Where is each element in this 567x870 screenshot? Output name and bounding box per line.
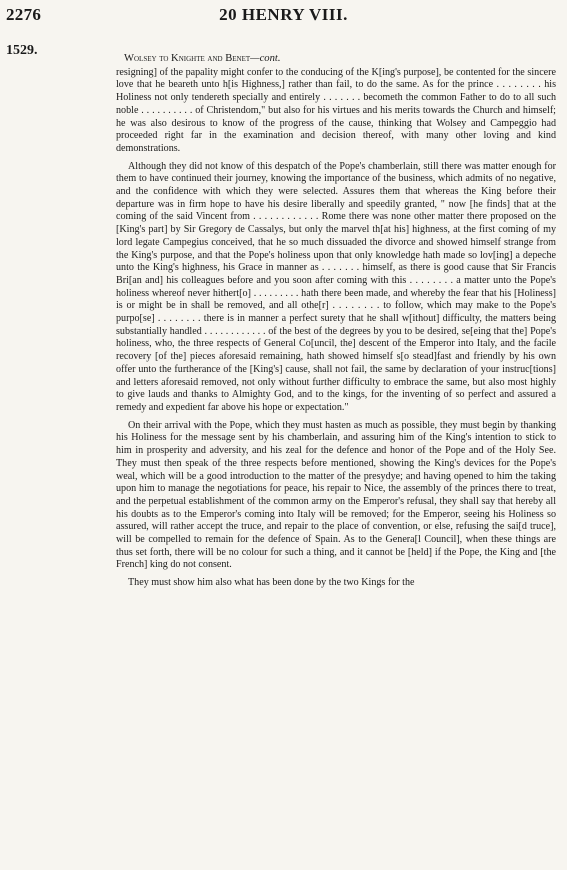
paragraph-2: Although they did not know of this despatch of the Pope's chamberlain, still there was matter enough for them to have continued their journey, knowing the importance of the business, which admits of no negative, and the confidence with which they were selected. Assures them that whereas the King before their departure was in firm hope to have his desire liberally and speedily granted, " now [he finds] that at the coming of the said Vincent from . . . . . . . . . . . . Rome there was none other matter there proposed on the [King's part] by Sir Gregory de Cassalys, but only the marvel th[at his] highness, at the first coming of my lord legate Campegius conceived, that he so much dissuaded the divorce and showed himself strange from the King's purpose, and that the Pope's holiness upon that only knowledge hath made so lov[ing] a depeche unto the King's highness, his Grace in manner as . . . . . . . himself, as there is good cause that Sir Francis Bri[an and] his colleagues before and you soon after coming with this . . . . . . . . a matter unto the Pope's holiness whereof never hithert[o] . . . . . . . . . hath there been made, and whereby the fear that his [Holiness] is or might be in shall be removed, and all othe[r] . . . . . . . . to follow, which may make to the Pope's purpo[se] . . . . . . . . there is in manner a perfect surety that he shall w[ithout] difficulty, the matters being substantially handled . . . . . . . . . . . . of the best of the degrees by you to be desired, se[eing that the] Pope's holiness, who, the three respects of General Co[uncil, the] descent of the Emperor into Italy, and the facile recovery [of the] pieces aforesaid remaining, hath showed himself s[o stead]fast and friendly by his own offer unto the furtherance of the [King's] cause, shall not fail, the same by declaration of your instruc[tions] and letters aforesaid removed, not only without further difficulty to embrace the same, but also most highly to give lauds and thanks to Almighty God, and to the kings, for the inventing of so perfect and assured a remedy and expedient far above his hope or expectation." xyxy=(116,160,556,413)
letter-heading xyxy=(116,53,556,66)
year-margin: 1529. xyxy=(6,43,38,58)
library-stamp xyxy=(4,500,26,800)
paragraph-1: resigning] of the papality might confer to the conducing of the K[ing's purpose], be contented for the sincere love that he beareth unto h[is Highness,] rather than fail, to do the same. As for the prince . . . . . . . . his Holiness not only tendereth specially and entirely . . . . . . . becometh the common Father to do to all such noble . . . . . . . . . . of Christendom," but also for his virtues and his merits towards the Church and himself; he was also desirous to know of the progress of the cause, thinking that Wolsey and Campeggio had proceeded right far in the examination and decision thereof, with many other loving and kind demonstrations. xyxy=(116,66,556,154)
paragraph-4: They must show him also what has been done by the two Kings for the xyxy=(128,577,415,589)
running-head: 20 HENRY VIII. xyxy=(219,5,348,24)
page-number: 2276 xyxy=(6,5,42,24)
letter-heading-cont: —cont. xyxy=(250,53,281,64)
paragraph-3: On their arrival with the Pope, which they must hasten as much as possible, they must begin by thanking his Holiness for the message sent by his chamberlain, and assuring him of the King's intention to stick to him in prosperity and adversity, and his zeal for the defence and honor of the Pope and of the Holy See. They must then speak of the three respects before mentioned, showing the King's devices for the Pope's weal, which will be a good introduction to the matter of the presydye; and having opened to him the taking upon him to manage the negotiations for peace, his repair to Nice, the assembly of the princes there to treat, and the perpetual establishment of the common army on the Emperor's refusal, they shall say that hereby all his doubts as to the Emperor's coming into Italy will be removed; for the Emperor, seeing his Holiness so assured, will rather accept the truce, and repair to the place of convention, or else, refusing the sai[d truce], will be compelled to remain for the defence of Spain. As to the Genera[l Council], when these things are thus set forth, there will be no colour for such a thing, and it cannot be [held] if the Pope, the King and [the French] king do not consent. xyxy=(116,419,556,571)
letter-heading-title: Wolsey to Knighte and Benet xyxy=(124,53,251,64)
body-text xyxy=(116,53,556,595)
